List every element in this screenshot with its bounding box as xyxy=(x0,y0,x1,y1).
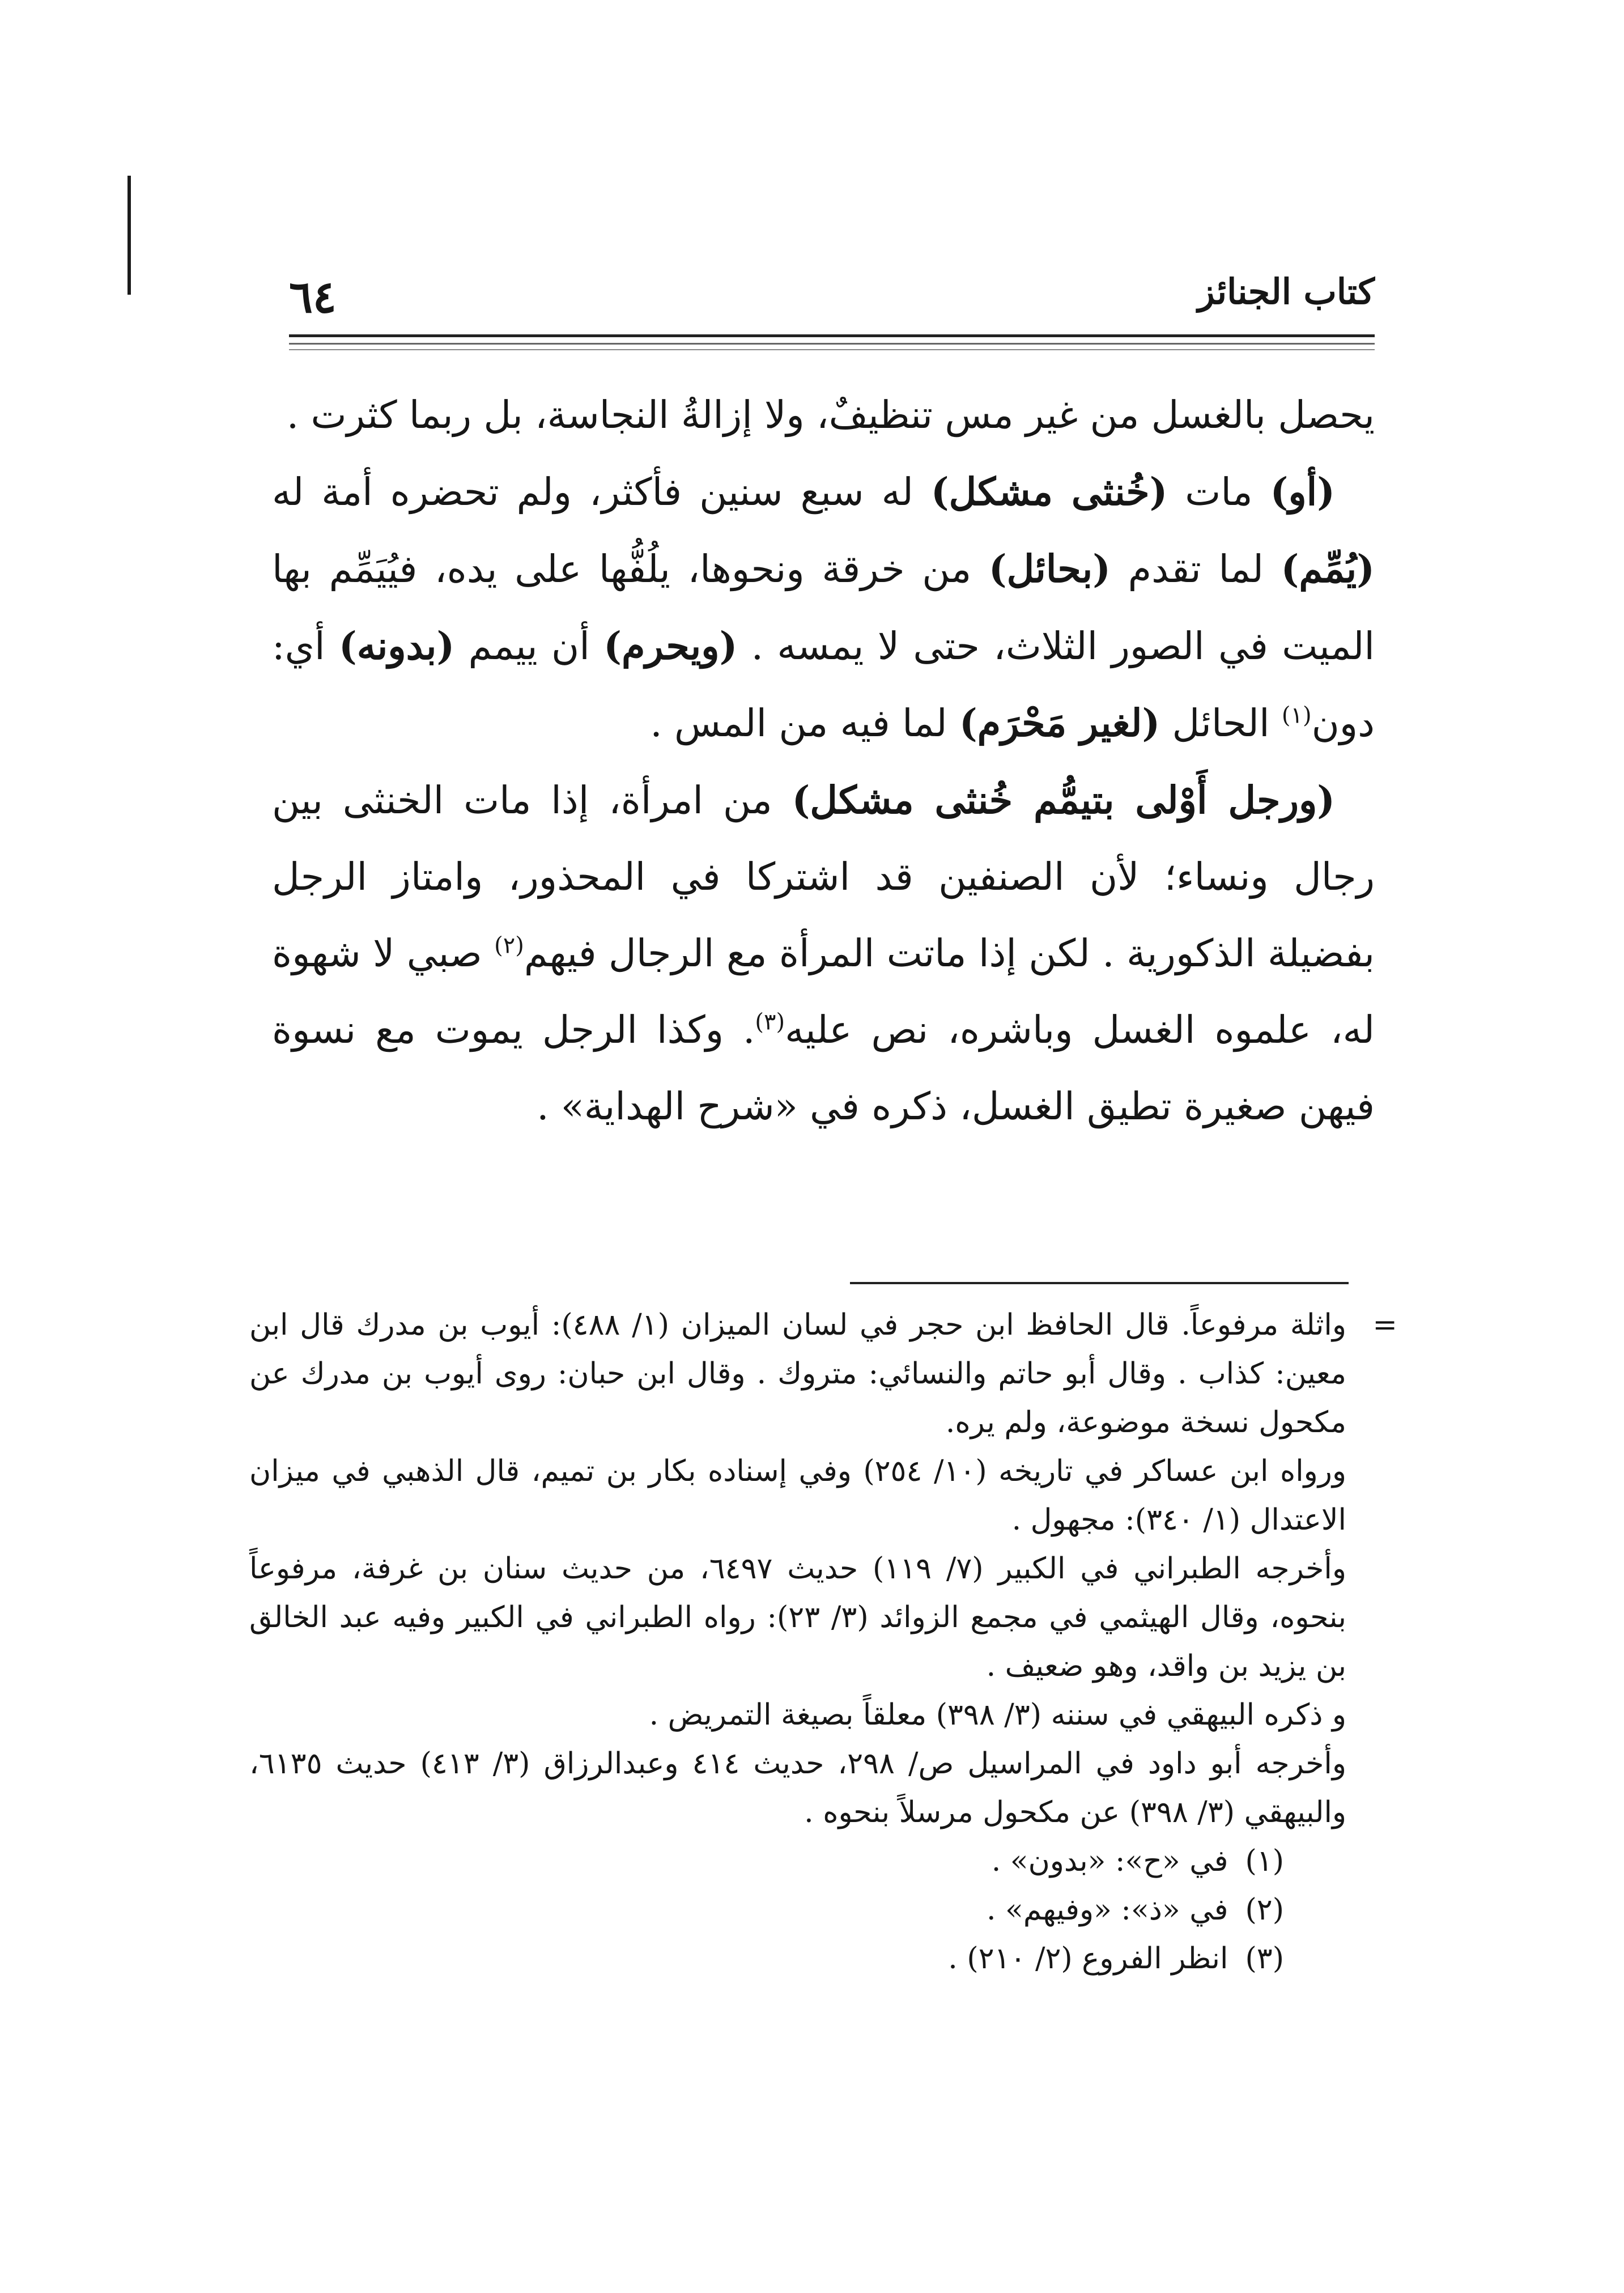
note-paragraph: وأخرجه أبو داود في المراسيل ص/ ٢٩٨، حديث ٤١٤ وعبدالرزاق (٣/ ٤١٣) حديث ٦١٣٥، والبيهقي (٣/ ٣٩٨) عن مكحول مرسلاً بنحوه . xyxy=(249,1747,1346,1829)
text-run: من خرقة ونحوها، يلُفُّها على يده، فيُيَمِّم بها الميت في الصور الثلاث، حتى لا يمسه . xyxy=(272,547,1375,668)
keyword: (يُمِّم) xyxy=(1281,546,1375,591)
keyword: (لغير مَحْرَم) xyxy=(959,700,1160,745)
footnote-3 xyxy=(249,1934,1346,1983)
footnote-ref-3: (٣) xyxy=(755,1009,785,1035)
footnote-text: في «ذ»: «وفيهم» . xyxy=(986,1893,1228,1927)
keyword: (ويحرم) xyxy=(603,623,738,668)
text-run: له سبع سنين فأكثر، ولم تحضره أمة له xyxy=(272,470,931,514)
keyword: (أو) xyxy=(1270,469,1335,514)
footnote-ref-2: (٢) xyxy=(494,932,524,959)
note-paragraph: و ذكره البيهقي في سننه (٣/ ٣٩٨) معلقاً بصيغة التمريض . xyxy=(649,1698,1346,1732)
text-run: أن ييمم xyxy=(454,624,604,668)
running-head: كتاب الجنائز xyxy=(1197,271,1375,312)
keyword: (خُنثى مشكل) xyxy=(930,469,1168,514)
paragraph-1: يحصل بالغسل من غير مس تنظيفٌ، ولا إزالةُ النجاسة، بل ربما كثرت . xyxy=(286,393,1375,437)
text-run: . وكذا الرجل يموت مع نسوة فيهن صغيرة تطيق الغسل، ذكره في «شرح الهداية» . xyxy=(272,1008,1375,1128)
margin-bar xyxy=(127,176,131,295)
keyword: (ورجل أَوْلى بتيمُّم خُنثى مشكل) xyxy=(792,778,1335,822)
text-run: لما تقدم xyxy=(1110,547,1281,591)
keyword: (بدونه) xyxy=(339,623,455,668)
footnote-separator xyxy=(850,1282,1349,1284)
header-rule-3 xyxy=(289,349,1375,350)
footnote-number: (٢) xyxy=(1245,1893,1284,1927)
footnotes xyxy=(249,1301,1397,1983)
note-paragraph: واثلة مرفوعاً. قال الحافظ ابن حجر في لسان الميزان (١/ ٤٨٨): أيوب بن مدرك قال ابن معين: كذاب . وقال أبو حاتم والنسائي: متروك . وقال ابن حبان: روى أيوب بن مدرك عن مكحول نسخة موضوعة، ولم يره. xyxy=(249,1308,1346,1440)
footnote-number: (١) xyxy=(1245,1844,1284,1878)
note-paragraph: ورواه ابن عساكر في تاريخه (١٠/ ٢٥٤) وفي إسناده بكار بن تميم، قال الذهبي في ميزان الاعتدال (١/ ٣٤٠): مجهول . xyxy=(249,1454,1346,1537)
footnote-2 xyxy=(249,1886,1346,1934)
footnote-text: انظر الفروع (٢/ ٢١٠) . xyxy=(948,1942,1228,1976)
header-rule-2 xyxy=(289,343,1375,345)
header-rule xyxy=(289,334,1375,337)
paragraph-3 xyxy=(272,762,1375,1145)
text-run: مات xyxy=(1167,470,1270,514)
page-header xyxy=(289,266,1375,329)
paragraph-2 xyxy=(272,453,1375,762)
note-paragraph: وأخرجه الطبراني في الكبير (٧/ ١١٩) حديث ٦٤٩٧، من حديث سنان بن غرفة، مرفوعاً بنحوه، وقال الهيثمي في مجمع الزوائد (٣/ ٢٣): رواه الطبراني في الكبير وفيه عبد الخالق بن يزيد بن واقد، وهو ضعيف . xyxy=(249,1552,1346,1683)
continuation-mark: = xyxy=(1372,1308,1397,1342)
text-run: صبي لا شهوة له، علموه الغسل وباشره، نص عليه xyxy=(272,931,1375,1052)
page-number: ٦٤ xyxy=(289,271,337,323)
footnote-ref-1: (١) xyxy=(1281,702,1312,729)
keyword: (بحائل) xyxy=(988,546,1111,591)
text-run: أي: دون xyxy=(272,624,1375,745)
text-run: من امرأة، إذا مات الخنثى بين رجال ونساء؛ لأن الصنفين قد اشتركا في المحذور، وامتاز الرجل بفضيلة الذكورية . لكن إذا ماتت المرأة مع الرجال فيهم xyxy=(272,778,1375,975)
footnote-number: (٣) xyxy=(1245,1942,1284,1976)
main-text xyxy=(272,377,1375,1145)
text-run: لما فيه من المس . xyxy=(650,701,959,745)
footnote-1 xyxy=(249,1837,1346,1886)
footnote-text: في «ح»: «بدون» . xyxy=(991,1844,1228,1878)
text-run: الحائل xyxy=(1160,701,1282,745)
